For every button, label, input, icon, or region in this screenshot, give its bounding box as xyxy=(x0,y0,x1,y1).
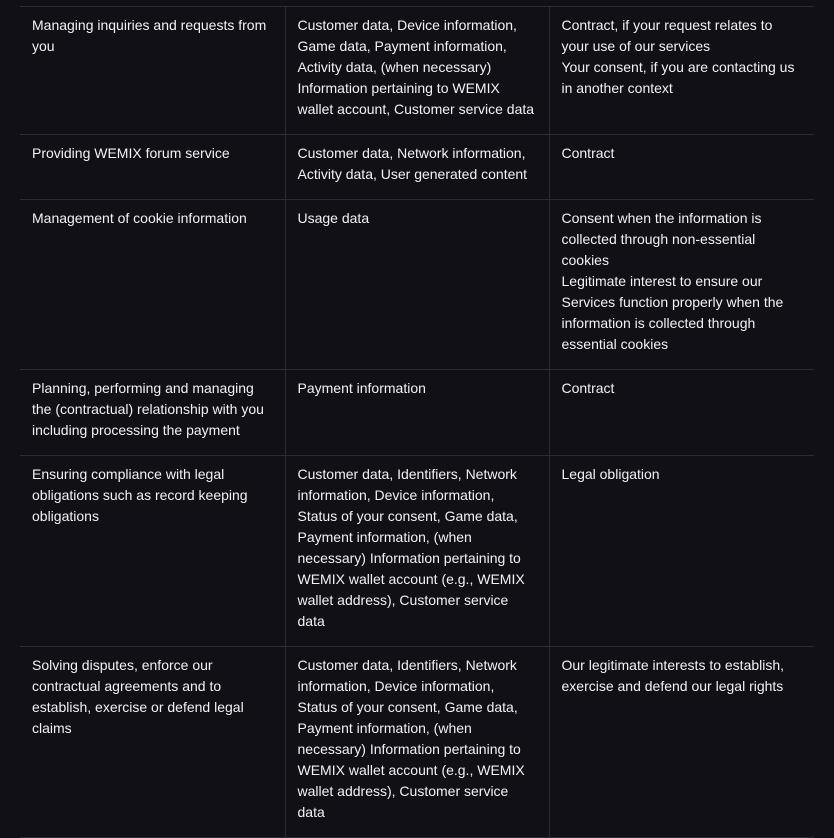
data-categories-text: Customer data, Device information, Game data, Payment information, Activity data, (when necessary) Information pertaining to WEMIX wallet account, Customer service data xyxy=(297,17,535,117)
purpose-cell xyxy=(20,200,285,370)
table-row xyxy=(20,370,814,456)
legal-basis-cell xyxy=(549,370,814,456)
table-row xyxy=(20,456,814,647)
purpose-text: Managing inquiries and requests from you xyxy=(32,17,267,54)
purpose-text: Management of cookie information xyxy=(32,210,247,226)
purpose-cell xyxy=(20,370,285,456)
data-categories-cell xyxy=(285,647,549,838)
data-categories-text: Customer data, Network information, Activity data, User generated content xyxy=(297,145,528,182)
table-row xyxy=(20,647,814,838)
data-categories-cell xyxy=(285,7,549,135)
legal-basis-cell xyxy=(549,135,814,200)
legal-basis-text: Legal obligation xyxy=(561,466,660,482)
purpose-cell xyxy=(20,135,285,200)
legal-basis-cell xyxy=(549,7,814,135)
legal-basis-text: Consent when the information is collected through non-essential cookies xyxy=(561,210,762,268)
processing-table-container xyxy=(20,6,814,838)
purpose-text: Ensuring compliance with legal obligations such as record keeping obligations xyxy=(32,466,248,524)
purpose-cell xyxy=(20,7,285,135)
purpose-text: Planning, performing and managing the (contractual) relationship with you including processing the payment xyxy=(32,380,264,438)
data-categories-text: Customer data, Identifiers, Network information, Device information, Status of your consent, Game data, Payment information, (when necessary) Information pertaining to WEMIX wallet account (e.g., WEMIX wallet address), Customer service data xyxy=(297,657,525,820)
legal-basis-text: Contract xyxy=(561,380,615,396)
data-categories-text: Payment information xyxy=(297,380,426,396)
data-categories-text: Usage data xyxy=(297,210,370,226)
legal-basis-text: Contract xyxy=(561,145,615,161)
data-categories-cell xyxy=(285,370,549,456)
purpose-text: Providing WEMIX forum service xyxy=(32,145,230,161)
table-row xyxy=(20,200,814,370)
legal-basis-cell xyxy=(549,456,814,647)
legal-basis-text: Contract, if your request relates to your use of our services xyxy=(561,17,773,54)
data-categories-cell xyxy=(285,135,549,200)
legal-basis-text: Our legitimate interests to establish, exercise and defend our legal rights xyxy=(561,657,785,694)
legal-basis-text: Your consent, if you are contacting us in another context xyxy=(561,59,795,96)
data-categories-text: Customer data, Identifiers, Network information, Device information, Status of your consent, Game data, Payment information, (when necessary) Information pertaining to WEMIX wallet account (e.g., WEMIX wallet address), Customer service data xyxy=(297,466,525,629)
purpose-cell xyxy=(20,456,285,647)
legal-basis-text: Legitimate interest to ensure our Services function properly when the information is collected through essential cookies xyxy=(561,273,784,352)
data-categories-cell xyxy=(285,200,549,370)
legal-basis-cell xyxy=(549,647,814,838)
processing-table xyxy=(20,6,814,838)
table-row xyxy=(20,135,814,200)
purpose-text: Solving disputes, enforce our contractual agreements and to establish, exercise or defend legal claims xyxy=(32,657,244,736)
data-categories-cell xyxy=(285,456,549,647)
purpose-cell xyxy=(20,647,285,838)
table-row xyxy=(20,7,814,135)
legal-basis-cell xyxy=(549,200,814,370)
